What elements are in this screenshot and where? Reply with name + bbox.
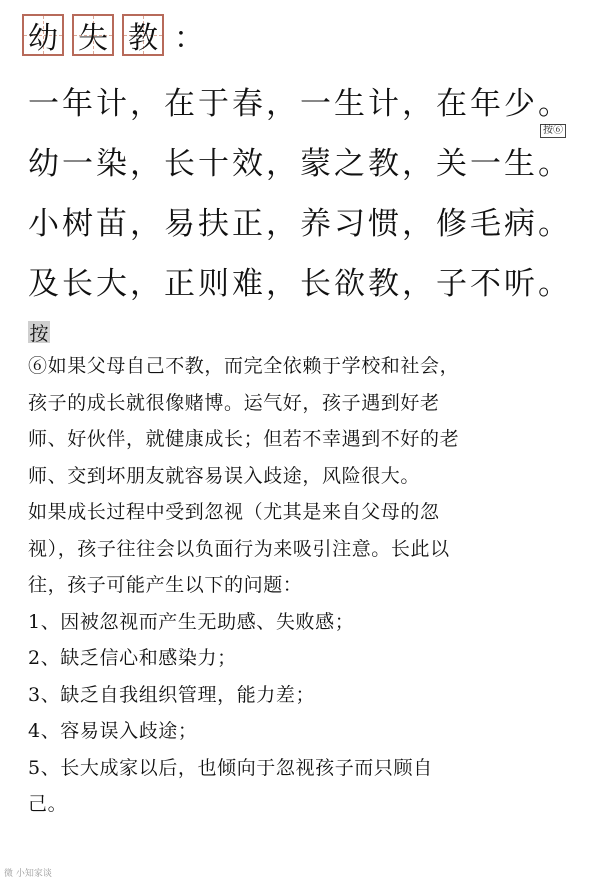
body-line: 视），孩子往往会以负面行为来吸引注意。长此以 [28, 537, 450, 560]
annotation-label: 按 [29, 322, 49, 345]
poem-line: 小树苗，易扶正，养习惯，修毛病。 [28, 206, 572, 242]
body-line: 孩子的成长就很像赌博。运气好，孩子遇到好老 [28, 391, 440, 414]
list-item: 3、缺乏自我组织管理，能力差； [28, 683, 316, 706]
body-line: 己。 [28, 793, 68, 815]
poem-line: 一年计，在于春，一生计，在年少。 [28, 86, 572, 122]
body-line: 师、交到坏朋友就容易误入歧途，风险很大。 [28, 464, 421, 487]
title-char-box [122, 14, 164, 56]
body-line: 如果成长过程中受到忽视（尤其是来自父母的忽 [28, 501, 440, 523]
list-item: 2、缺乏信心和感染力； [28, 647, 237, 669]
poem-line: 及长大，正则难，长欲教，子不听。 [28, 266, 572, 302]
title-char: 幼 [28, 21, 58, 56]
title-char: 教 [128, 21, 158, 56]
title-colon: ： [174, 21, 204, 56]
body-line: 往，孩子可能产生以下的问题： [28, 574, 303, 596]
list-item: 5、长大成家以后，也倾向于忽视孩子而只顾自 [28, 756, 433, 779]
poem-line: 幼一染，长十效，蒙之教，关一生。 [28, 146, 572, 182]
annotation-body [28, 348, 588, 823]
body-line: ⑥如果父母自己不教，而完全依赖于学校和社会， [28, 355, 460, 377]
body-line: 师、好伙伴，就健康成长；但若不幸遇到不好的老 [28, 428, 460, 450]
poem [28, 74, 572, 314]
list-item: 4、容易误入歧途； [28, 720, 198, 742]
title-char-box [72, 14, 114, 56]
title-char: 失 [78, 21, 108, 56]
title-char-box [22, 14, 64, 56]
annotation-reference-mark: 按⑥ [540, 124, 566, 138]
list-item: 1、因被忽视而产生无助感、失败感； [28, 610, 355, 633]
title-row [22, 12, 204, 58]
watermark: 微 小知家谈 [4, 869, 52, 879]
